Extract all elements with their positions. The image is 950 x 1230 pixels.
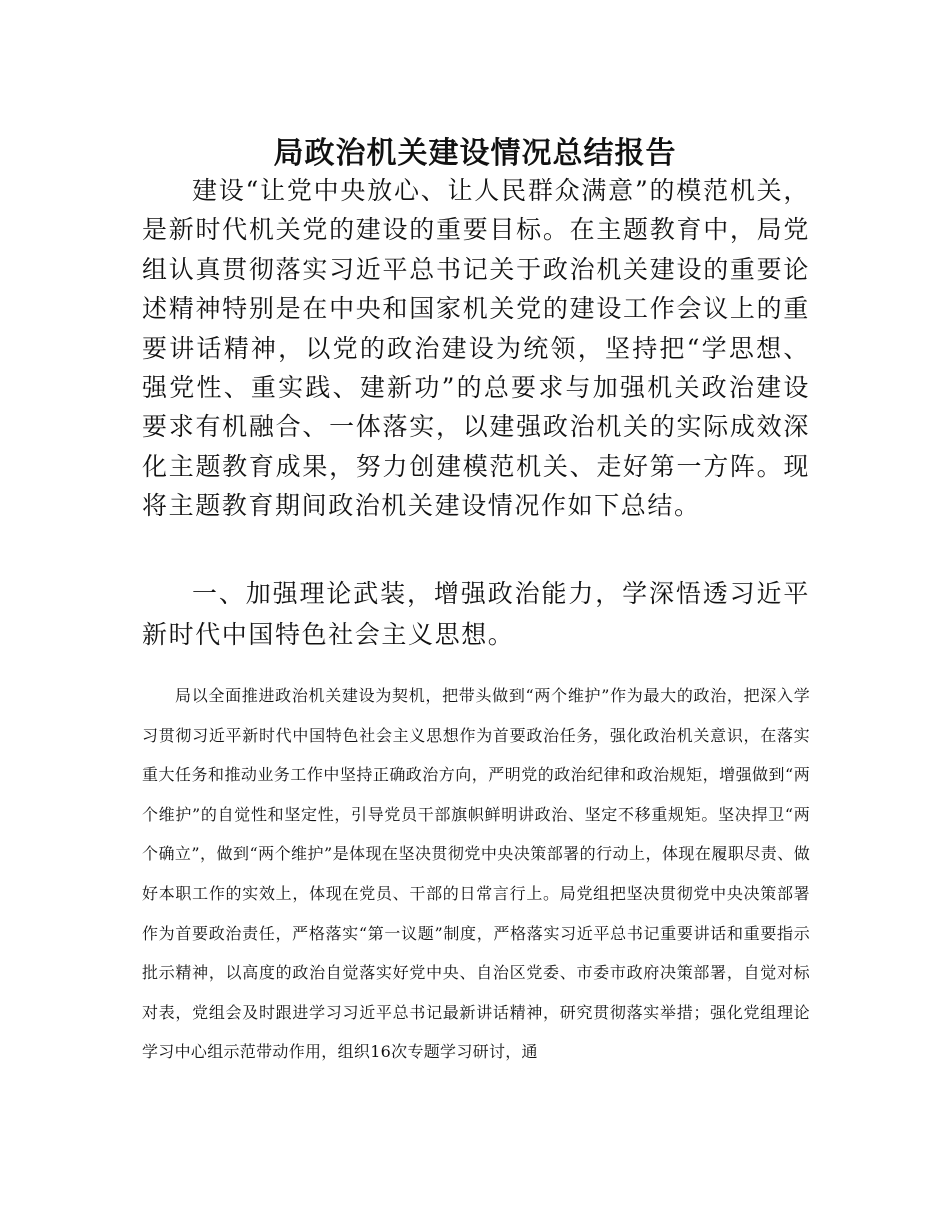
intro-paragraph: 建设“让党中央放心、让人民群众满意”的模范机关，是新时代机关党的建设的重要目标。在主题教育中，局党组认真贯彻落实习近平总书记关于政治机关建设的重要论述精神特别是在中央和国家机关党的建设工作会议上的重要讲话精神，以党的政治建设为统领，坚持把“学思想、强党性、重实践、建新功”的总要求与加强机关政治建设要求有机融合、一体落实，以建强政治机关的实际成效深化主题教育成果，努力创建模范机关、走好第一方阵。现将主题教育期间政治机关建设情况作如下总结。 (142, 176, 810, 521)
document-title: 局政治机关建设情况总结报告 (273, 136, 677, 172)
section-heading: 一、加强理论武装，增强政治能力，学深悟透习近平新时代中国特色社会主义思想。 (142, 579, 810, 649)
section-body-paragraph: 局以全面推进政治机关建设为契机，把带头做到“两个维护”作为最大的政治，把深入学习贯彻习近平新时代中国特色社会主义思想作为首要政治任务，强化政治机关意识，在落实重大任务和推动业务工作中坚持正确政治方向，严明党的政治纪律和政治规矩，增强做到“两个维护”的自觉性和坚定性，引导党员干部旗帜鲜明讲政治、坚定不移重规矩。坚决捍卫“两个确立”，做到“两个维护”是体现在坚决贯彻党中央决策部署的行动上，体现在履职尽责、做好本职工作的实效上，体现在党员、干部的日常言行上。局党组把坚决贯彻党中央决策部署作为首要政治责任，严格落实“第一议题”制度，严格落实习近平总书记重要讲话和重要指示批示精神，以高度的政治自觉落实好党中央、自治区党委、市委市政府决策部署，自觉对标对表，党组会及时跟进学习习近平总书记最新讲话精神，研究贯彻落实举措；强化党组理论学习中心组示范带动作用，组织16次专题学习研讨，通 (142, 686, 810, 1062)
